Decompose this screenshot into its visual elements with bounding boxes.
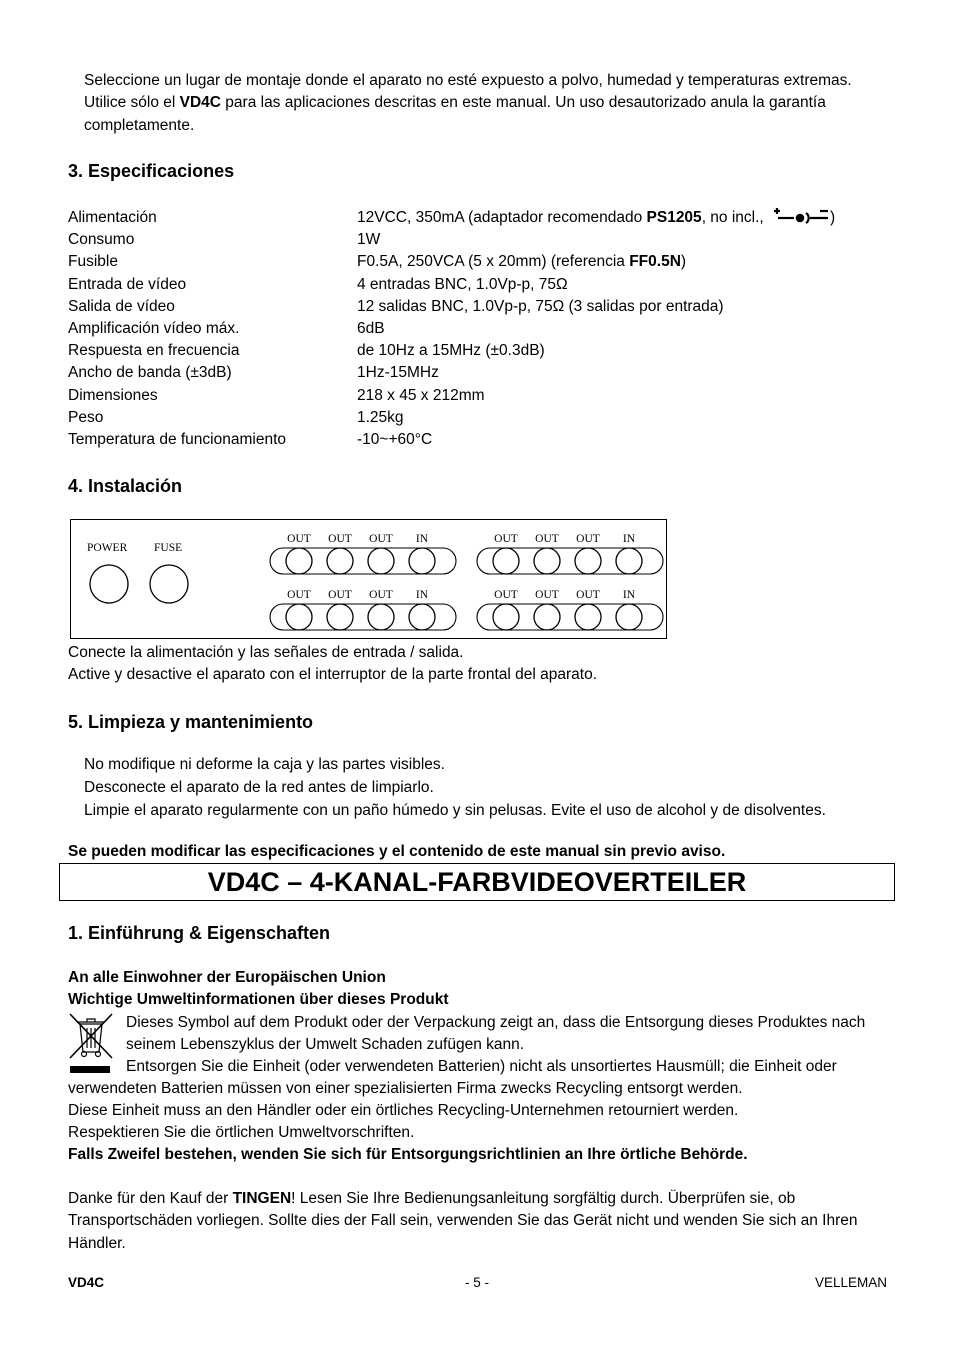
bnc-input-connector[interactable] (616, 604, 642, 630)
spec-label: Ancho de banda (±3dB) (68, 364, 232, 382)
out-label: OUT (535, 533, 559, 545)
de-p2-line-b: verwendeten Batterien müssen von einer spezialisierten Firma zwecks Recycling entsorgt werden. (68, 1080, 743, 1097)
spec-label: Temperatura de funcionamiento (68, 430, 286, 448)
out-label: OUT (287, 533, 311, 545)
bnc-group-outline (477, 548, 663, 574)
de-p1-line-a: Dieses Symbol auf dem Produkt oder der Verpackung zeigt an, dass die Entsorgung dieses Produktes nach (126, 1014, 866, 1031)
in-label: IN (622, 533, 636, 545)
weee-bin-icon (68, 1012, 114, 1060)
german-title-banner: VD4C – 4-KANAL-FARBVIDEOVERTEILER (59, 863, 895, 901)
out-label: OUT (494, 589, 518, 601)
bnc-output-connector[interactable] (286, 548, 312, 574)
rear-panel-svg (71, 520, 668, 640)
de-bold-3: Falls Zweifel bestehen, wenden Sie sich für Entsorgungsrichtlinien an Ihre örtliche Behörde. (68, 1146, 748, 1163)
footer-brand: VELLEMAN (815, 1275, 888, 1290)
fuse-holder[interactable] (150, 565, 188, 603)
bnc-output-connector[interactable] (575, 604, 601, 630)
weee-bar-icon (70, 1066, 110, 1073)
bnc-group (270, 589, 456, 630)
bnc-output-connector[interactable] (327, 604, 353, 630)
section-heading-de-intro: 1. Einführung & Eigenschaften (68, 923, 331, 943)
de-p2-line-a: Entsorgen Sie die Einheit (oder verwendeten Batterien) nicht als unsortiertes Hausmüll; die Einheit oder (126, 1058, 837, 1075)
intro-line-2: Utilice sólo el VD4C para las aplicaciones descritas en este manual. Un uso desautorizado anula la garantía (84, 94, 826, 111)
intro-line-1: Seleccione un lugar de montaje donde el aparato no esté expuesto a polvo, humedad y temperaturas extremas. (84, 72, 852, 89)
install-line-2: Active y desactive el aparato con el interruptor de la parte frontal del aparato. (68, 666, 598, 683)
out-label: OUT (576, 589, 600, 601)
out-label: OUT (535, 589, 559, 601)
spec-label: Entrada de vídeo (68, 275, 187, 293)
section-heading-specs: 3. Especificaciones (68, 161, 235, 181)
spec-value: 4 entradas BNC, 1.0Vp-p, 75Ω (357, 275, 568, 293)
spec-value: 1.25kg (357, 408, 404, 426)
bnc-group (477, 533, 663, 574)
bnc-output-connector[interactable] (368, 604, 394, 630)
de-thanks-line-2: Transportschäden vorliegen. Sollte dies der Fall sein, verwenden Sie das Gerät nicht und wenden Sie sich an Ihren (68, 1212, 858, 1229)
spec-label: Consumo (68, 231, 135, 249)
spec-value: 12 salidas BNC, 1.0Vp-p, 75Ω (3 salidas por entrada) (357, 297, 724, 315)
section-heading-cleaning: 5. Limpieza y mantenimiento (68, 712, 314, 732)
footer-page-number: - 5 - (465, 1275, 490, 1290)
spec-label: Peso (68, 408, 104, 426)
in-label: IN (415, 533, 429, 545)
bnc-output-connector[interactable] (575, 548, 601, 574)
rear-panel-diagram (70, 519, 667, 639)
spec-label: Respuesta en frecuencia (68, 342, 240, 360)
spec-label: Fusible (68, 253, 118, 271)
bnc-group-outline (270, 604, 456, 630)
bnc-output-connector[interactable] (534, 548, 560, 574)
cleaning-line-3: Limpie el aparato regularmente con un paño húmedo y sin pelusas. Evite el uso de alcohol y de disolventes. (84, 802, 826, 819)
out-label: OUT (369, 589, 393, 601)
spec-value: 218 x 45 x 212mm (357, 386, 485, 404)
spec-label: Amplificación vídeo máx. (68, 319, 240, 337)
spec-label: Salida de vídeo (68, 297, 175, 315)
spec-value: 1W (357, 231, 381, 249)
de-bold-2: Wichtige Umweltinformationen über dieses Produkt (68, 991, 449, 1008)
bnc-group-outline (477, 604, 663, 630)
bnc-output-connector[interactable] (534, 604, 560, 630)
out-label: OUT (287, 589, 311, 601)
dc-polarity-icon (772, 208, 830, 224)
cleaning-line-1: No modifique ni deforme la caja y las partes visibles. (84, 756, 445, 773)
cleaning-line-2: Desconecte el aparato de la red antes de limpiarlo. (84, 779, 434, 796)
bnc-input-connector[interactable] (616, 548, 642, 574)
de-thanks-line-3: Händler. (68, 1235, 126, 1252)
bnc-group (270, 533, 456, 574)
bnc-output-connector[interactable] (327, 548, 353, 574)
spec-value: 12VCC, 350mA (adaptador recomendado PS1205, no incl., ) (357, 209, 836, 226)
out-label: OUT (328, 533, 352, 545)
spec-label: Alimentación (68, 209, 157, 226)
spec-value: 1Hz-15MHz (357, 364, 439, 382)
bnc-output-connector[interactable] (286, 604, 312, 630)
footer-model: VD4C (68, 1275, 105, 1290)
intro-line-3: completamente. (84, 117, 195, 134)
de-bold-1: An alle Einwohner der Europäischen Union (68, 969, 386, 986)
power-label: POWER (87, 542, 128, 554)
bnc-input-connector[interactable] (409, 548, 435, 574)
spec-value: de 10Hz a 15MHz (±0.3dB) (357, 342, 545, 360)
bnc-output-connector[interactable] (493, 548, 519, 574)
out-label: OUT (494, 533, 518, 545)
bnc-group (477, 589, 663, 630)
section-heading-install: 4. Instalación (68, 476, 183, 496)
de-p3: Diese Einheit muss an den Händler oder ein örtliches Recycling-Unternehmen retourniert werden. (68, 1102, 739, 1119)
out-label: OUT (369, 533, 393, 545)
notice: Se pueden modificar las especificaciones y el contenido de este manual sin previo aviso. (68, 843, 726, 860)
out-label: OUT (328, 589, 352, 601)
spec-value: -10~+60°C (357, 430, 433, 448)
de-thanks-line-1: Danke für den Kauf der TINGEN! Lesen Sie Ihre Bedienungsanleitung sorgfältig durch. Überprüfen sie, ob (68, 1190, 796, 1207)
bnc-output-connector[interactable] (493, 604, 519, 630)
bnc-input-connector[interactable] (409, 604, 435, 630)
de-p1-line-b: seinem Lebenszyklus der Umwelt Schaden zufügen kann. (126, 1036, 525, 1053)
in-label: IN (622, 589, 636, 601)
spec-value: F0.5A, 250VCA (5 x 20mm) (referencia FF0.5N) (357, 253, 687, 271)
power-switch[interactable] (90, 565, 128, 603)
install-line-1: Conecte la alimentación y las señales de entrada / salida. (68, 644, 464, 661)
spec-label: Dimensiones (68, 386, 158, 404)
bnc-output-connector[interactable] (368, 548, 394, 574)
bnc-group-outline (270, 548, 456, 574)
spec-value: 6dB (357, 319, 385, 337)
fuse-label: FUSE (154, 542, 183, 554)
in-label: IN (415, 589, 429, 601)
de-p4: Respektieren Sie die örtlichen Umweltvorschriften. (68, 1124, 415, 1141)
out-label: OUT (576, 533, 600, 545)
